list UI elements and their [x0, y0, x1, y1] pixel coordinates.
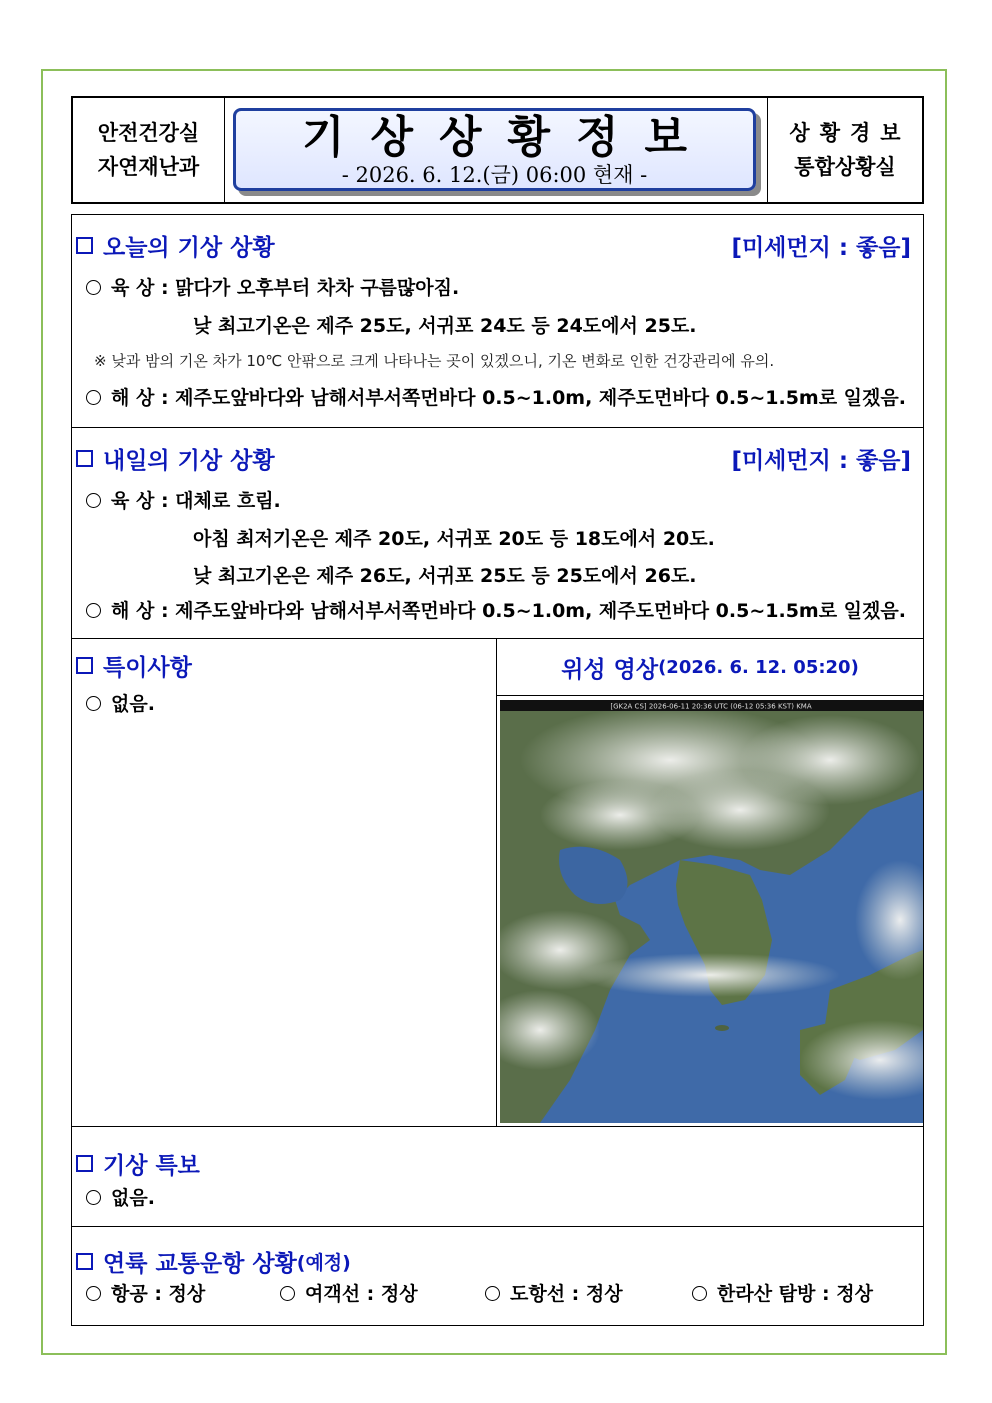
traffic-section [72, 1227, 923, 1325]
circle-bullet-icon [280, 1286, 295, 1301]
circle-bullet-icon [86, 1190, 101, 1205]
special-text: 없음. [111, 693, 155, 715]
traffic-item-island-ferry-text: 도항선 : 정상 [510, 1283, 623, 1305]
tomorrow-heading-text: 내일의 기상 상황 [103, 448, 275, 474]
traffic-item-ferry-text: 여객선 : 정상 [305, 1283, 418, 1305]
office-line1: 상황경보 [789, 121, 911, 145]
satellite-title [497, 639, 923, 696]
tomorrow-sea-label: 해 상 : [111, 600, 169, 622]
satellite-time: (2026. 6. 12. 05:20) [658, 656, 859, 678]
satellite-caption: [GK2A CS] 2026-06-11 20:36 UTC (06-12 05:36 KST) KMA [610, 702, 812, 711]
checkbox-square-icon [76, 450, 93, 467]
checkbox-square-icon [76, 1155, 93, 1172]
warning-heading [76, 1147, 200, 1180]
checkbox-square-icon [76, 237, 93, 254]
today-heading [76, 229, 275, 262]
office-box [767, 98, 922, 202]
department-line2: 자연재난과 [97, 155, 200, 179]
circle-bullet-icon [86, 603, 101, 618]
tomorrow-land-text: 대체로 흐림. [175, 490, 281, 512]
tomorrow-max-temp: 낮 최고기온은 제주 26도, 서귀포 25도 등 25도에서 26도. [193, 565, 697, 587]
today-land-line [86, 273, 459, 300]
traffic-item-hallasan [692, 1279, 873, 1306]
warning-line [86, 1183, 155, 1210]
department-box [73, 98, 225, 202]
circle-bullet-icon [485, 1286, 500, 1301]
checkbox-square-icon [76, 657, 93, 674]
traffic-heading-suffix: (예정) [296, 1252, 351, 1274]
traffic-item-hallasan-text: 한라산 탐방 : 정상 [717, 1283, 873, 1305]
today-note: ※ 낮과 밤의 기온 차가 10℃ 안팎으로 크게 나타나는 곳이 있겠으니, 기온 변화로 인한 건강관리에 유의. [94, 352, 775, 370]
page-title: 기상상황정보 [301, 112, 714, 163]
traffic-item-air [86, 1279, 205, 1306]
today-section [72, 215, 923, 428]
tomorrow-sea-text: 제주도앞바다와 남해서부서쪽먼바다 0.5~1.0m, 제주도먼바다 0.5~1.5m로 일겠음. [175, 600, 906, 622]
today-heading-text: 오늘의 기상 상황 [103, 235, 275, 261]
today-dust-status: [미세먼지 : 좋음] [731, 235, 911, 261]
circle-bullet-icon [86, 280, 101, 295]
report-datetime: - 2026. 6. 12.(금) 06:00 현재 - [341, 163, 648, 187]
circle-bullet-icon [86, 493, 101, 508]
today-max-temp: 낮 최고기온은 제주 25도, 서귀포 24도 등 24도에서 25도. [193, 315, 697, 337]
column-divider [496, 639, 497, 1126]
tomorrow-dust-status: [미세먼지 : 좋음] [731, 448, 911, 474]
department-line1: 안전건강실 [97, 121, 200, 145]
today-land-label: 육 상 : [111, 277, 169, 299]
office-line2: 통합상황실 [794, 155, 896, 179]
special-line [86, 689, 155, 716]
traffic-item-island-ferry [485, 1279, 623, 1306]
warning-section [72, 1127, 923, 1227]
document-header [71, 96, 924, 204]
traffic-item-ferry [280, 1279, 418, 1306]
traffic-heading-text: 연륙 교통운항 상황 [103, 1251, 297, 1277]
today-sea-line [86, 383, 906, 410]
circle-bullet-icon [692, 1286, 707, 1301]
circle-bullet-icon [86, 1286, 101, 1301]
special-heading [76, 649, 192, 682]
today-land-text: 맑다가 오후부터 차차 구름많아짐. [175, 277, 460, 299]
title-box [233, 108, 756, 191]
report-body [71, 214, 924, 1326]
checkbox-square-icon [76, 1253, 93, 1270]
warning-heading-text: 기상 특보 [103, 1153, 200, 1179]
special-heading-text: 특이사항 [103, 655, 192, 681]
tomorrow-sea-line [86, 596, 906, 623]
circle-bullet-icon [86, 696, 101, 711]
traffic-item-air-text: 항공 : 정상 [111, 1283, 206, 1305]
tomorrow-section [72, 428, 923, 639]
satellite-title-text: 위성 영상 [561, 656, 659, 683]
today-sea-label: 해 상 : [111, 387, 169, 409]
traffic-heading [76, 1245, 351, 1278]
today-sea-text: 제주도앞바다와 남해서부서쪽먼바다 0.5~1.0m, 제주도먼바다 0.5~1.5m로 일겠음. [175, 387, 906, 409]
tomorrow-land-label: 육 상 : [111, 490, 169, 512]
satellite-image [500, 700, 923, 1123]
tomorrow-min-temp: 아침 최저기온은 제주 20도, 서귀포 20도 등 18도에서 20도. [193, 528, 715, 550]
circle-bullet-icon [86, 390, 101, 405]
tomorrow-land-line [86, 486, 281, 513]
tomorrow-heading [76, 442, 275, 475]
warning-text: 없음. [111, 1187, 155, 1209]
